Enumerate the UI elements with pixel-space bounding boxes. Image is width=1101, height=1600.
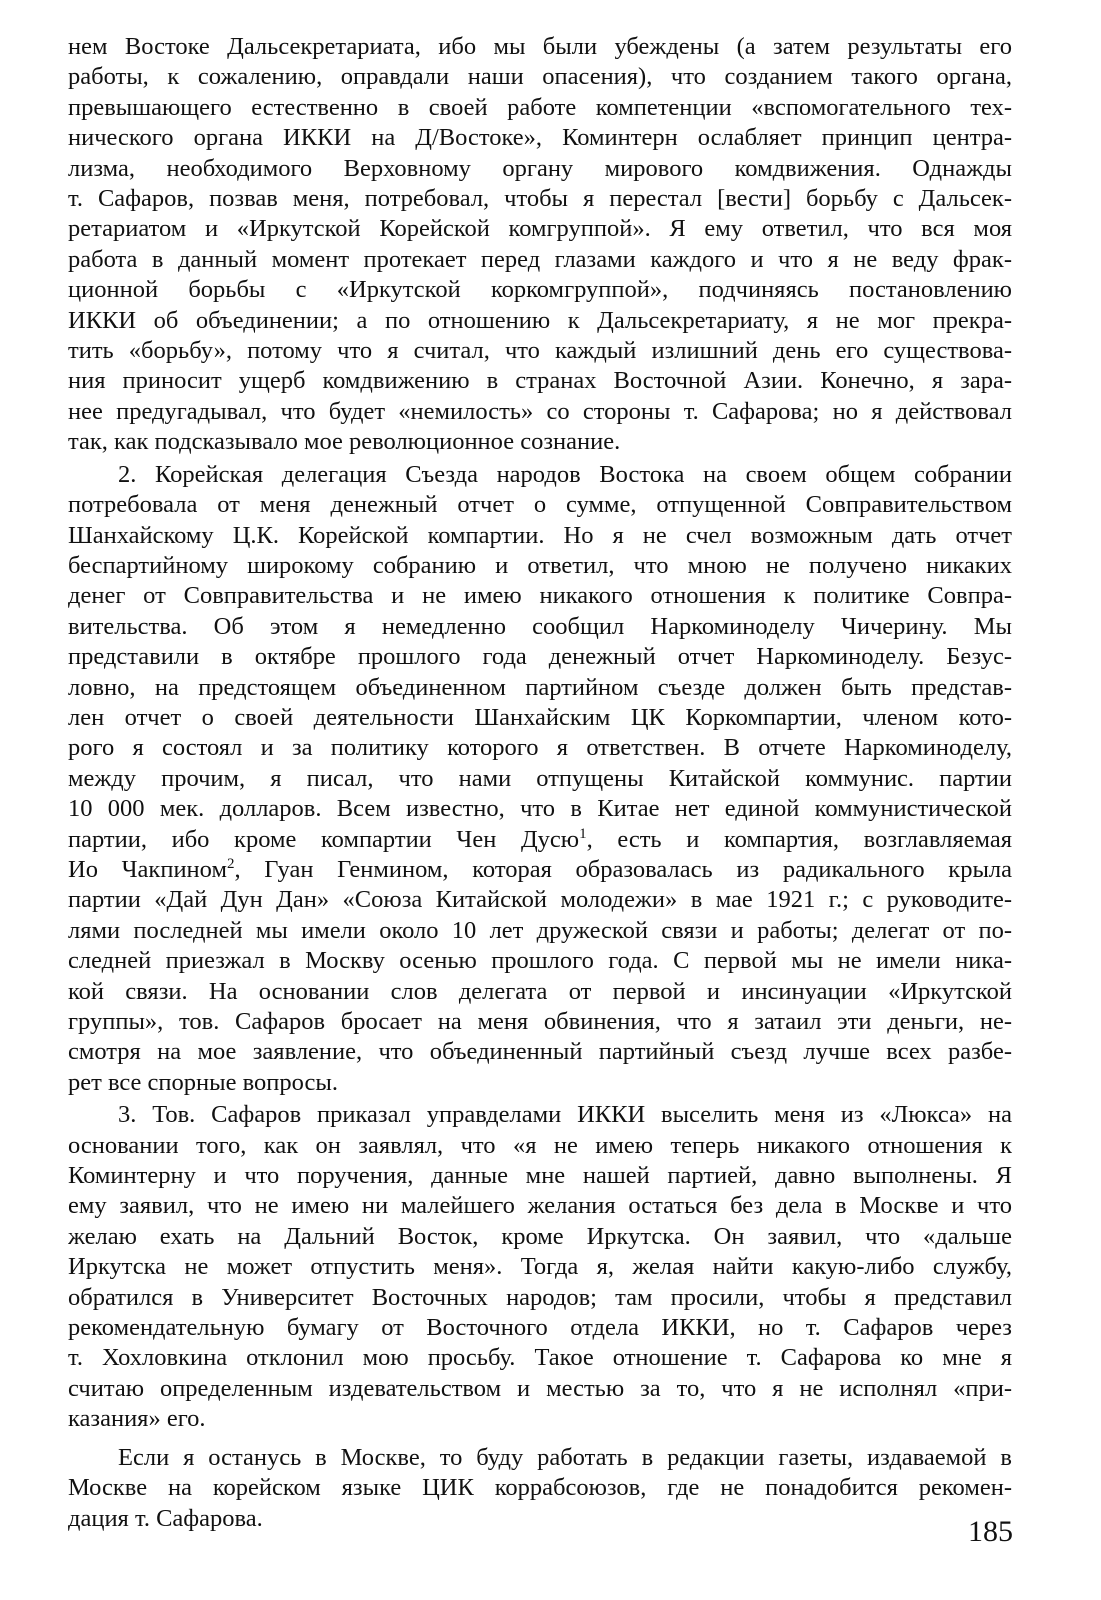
page-body xyxy=(68,32,1012,1536)
text-line: казания» его. xyxy=(68,1405,206,1433)
text-line: нее предугадывал, что будет «немилость» со стороны т. Сафарова; но я действовал xyxy=(68,397,1012,425)
text-line: Шанхайскому Ц.К. Корейской компартии. Но я не счел возможным дать отчет xyxy=(68,521,1012,549)
text-line: работа в данный момент протекает перед глазами каждого и что я не веду фрак- xyxy=(68,245,1012,273)
text-line: лями последней мы имели около 10 лет дружеской связи и работы; делегат от по- xyxy=(68,916,1012,944)
footnote-marker: 1 xyxy=(579,825,587,842)
text-line: партии, ибо кроме компартии Чен Дусю$^1$, есть и компартия, возглавляемая xyxy=(68,825,1012,853)
text-line: превышающего естественно в своей работе компетенции «вспомогательного тех- xyxy=(68,93,1012,121)
text-line: ловно, на предстоящем объединенном партийном съезде должен быть представ- xyxy=(68,673,1012,701)
text-line: ИККИ об объединении; а по отношению к Дальсекретариату, я не мог прекра- xyxy=(68,306,1012,334)
page-number: 185 xyxy=(968,1515,1013,1548)
text-line: между прочим, я писал, что нами отпущены Китайской коммунис. партии xyxy=(68,764,1012,792)
text-line: основании того, как он заявлял, что «я не имею теперь никакого отношения к xyxy=(68,1131,1012,1159)
text-line: вительства. Об этом я немедленно сообщил Наркоминоделу Чичерину. Мы xyxy=(68,612,1012,640)
text-line: следней приезжал в Москву осенью прошлого года. С первой мы не имели ника- xyxy=(68,947,1012,975)
text-line: нического органа ИККИ на Д/Востоке», Коминтерн ослабляет принцип центра- xyxy=(68,124,1012,152)
text-line: желаю ехать на Дальний Восток, кроме Иркутска. Он заявил, что «дальше xyxy=(68,1222,1012,1250)
text-line: рого я состоял и за политику которого я ответствен. В отчете Наркоминоделу, xyxy=(68,734,1012,762)
text-line: Иркутска не может отпустить меня». Тогда я, желая найти какую-либо службу, xyxy=(68,1253,1012,1281)
text-line: смотря на мое заявление, что объединенный партийный съезд лучше всех разбе- xyxy=(68,1038,1012,1066)
paragraph xyxy=(68,1100,1012,1434)
text-line: потребовала от меня денежный отчет о сумме, отпущенной Совправительством xyxy=(68,491,1012,519)
text-line: тить «борьбу», потому что я считал, что каждый излишний день его существова- xyxy=(68,337,1012,365)
text-line: кой связи. На основании слов делегата от первой и инсинуации «Иркутской xyxy=(68,977,1012,1005)
text-line: ния приносит ущерб комдвижению в странах Восточной Азии. Конечно, я зара- xyxy=(68,367,1012,395)
text-line: Если я останусь в Москве, то буду работать в редакции газеты, издаваемой в xyxy=(118,1443,1012,1471)
text-line: т. Хохловкина отклонил мою просьбу. Такое отношение т. Сафарова ко мне я xyxy=(68,1344,1012,1372)
footnote-marker: 2 xyxy=(226,855,235,872)
text-line: рет все спорные вопросы. xyxy=(68,1068,338,1096)
text-line: считаю определенным издевательством и местью за то, что я не исполнял «при- xyxy=(68,1374,1012,1402)
text-line: 3. Тов. Сафаров приказал управделами ИККИ выселить меня из «Люкса» на xyxy=(118,1101,1012,1129)
text-line: т. Сафаров, позвав меня, потребовал, чтобы я перестал [вести] борьбу с Дальсек- xyxy=(68,185,1012,213)
text-line: рекомендательную бумагу от Восточного отдела ИККИ, но т. Сафаров через xyxy=(68,1314,1012,1342)
text-line: ему заявил, что не имею ни малейшего желания остаться без дела в Москве и что xyxy=(68,1192,1012,1220)
text-line: работы, к сожалению, оправдали наши опасения), что созданием такого органа, xyxy=(68,63,1012,91)
text-line: ретариатом и «Иркутской Корейской комгруппой». Я ему ответил, что вся моя xyxy=(68,215,1012,243)
text-line: беспартийному широкому собранию и ответил, что мною не получено никаких xyxy=(68,551,1012,579)
text-line: лен отчет о своей деятельности Шанхайским ЦК Коркомпартии, членом кото- xyxy=(68,703,1012,731)
text-line: Москве на корейском языке ЦИК коррабсоюзов, где не понадобится рекомен- xyxy=(68,1474,1012,1502)
paragraph xyxy=(68,32,1012,458)
text-line: партии «Дай Дун Дан» «Союза Китайской молодежи» в мае 1921 г.; с руководите- xyxy=(68,886,1012,914)
text-line: ционной борьбы с «Иркутской коркомгруппой», подчиняясь постановлению xyxy=(68,276,1012,304)
text-line: так, как подсказывало мое революционное сознание. xyxy=(68,428,621,456)
paragraph xyxy=(68,460,1012,1099)
text-line: денег от Совправительства и не имею никакого отношения к политике Совпра- xyxy=(68,582,1012,610)
paragraph xyxy=(68,1443,1012,1534)
text-line: лизма, необходимого Верховному органу мирового комдвижения. Однажды xyxy=(68,154,1012,182)
text-line: 2. Корейская делегация Съезда народов Востока на своем общем собрании xyxy=(118,460,1012,488)
text-line: обратился в Университет Восточных народов; там просили, чтобы я представил xyxy=(68,1283,1012,1311)
text-line: представили в октябре прошлого года денежный отчет Наркоминоделу. Безус- xyxy=(68,643,1012,671)
text-line: группы», тов. Сафаров бросает на меня обвинения, что я затаил эти деньги, не- xyxy=(68,1008,1012,1035)
text-line: нем Востоке Дальсекретариата, ибо мы были убеждены (а затем результаты его xyxy=(68,33,1012,60)
text-line: Коминтерну и что поручения, данные мне нашей партией, давно выполнены. Я xyxy=(68,1162,1012,1190)
text-line: 10 000 мек. долларов. Всем известно, что в Китае нет единой коммунистической xyxy=(68,795,1012,823)
text-line: дация т. Сафарова. xyxy=(68,1504,263,1532)
text-line: Ио Чакпином$^2$, Гуан Генмином, которая образовалась из радикального крыла xyxy=(68,855,1012,883)
